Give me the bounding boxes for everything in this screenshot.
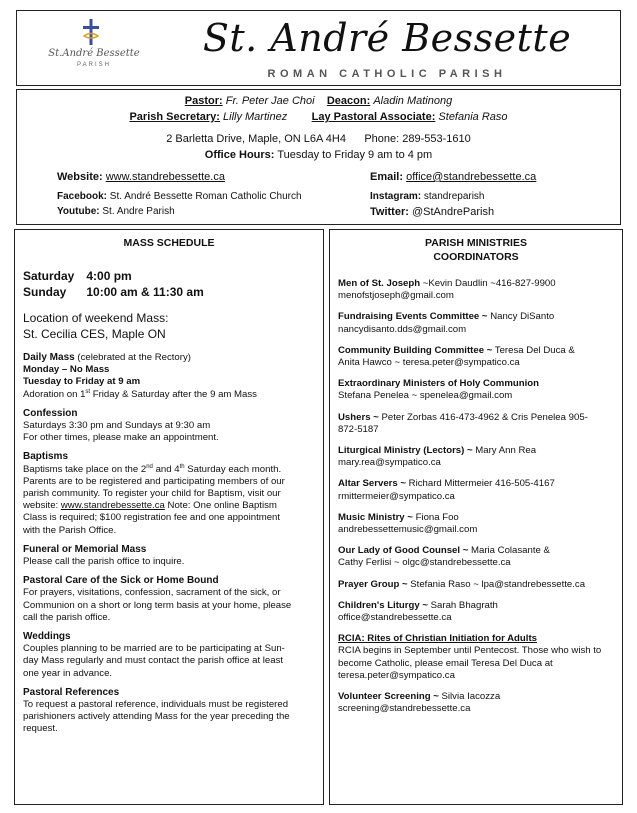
saturday-label: Saturday — [23, 269, 75, 283]
ministry-title: Fundraising Events Committee ~ — [338, 311, 488, 323]
baptisms-title: Baptisms — [23, 451, 69, 463]
monday-note: Monday – No Mass — [23, 364, 110, 376]
pastoral-care-line: For prayers, visitations, confession, sacrament of the sick, or — [23, 587, 281, 599]
ministry-contact: rmittermeier@sympatico.ca — [338, 490, 455, 502]
ministry-item — [338, 691, 618, 716]
website-row — [57, 171, 225, 183]
office-hours-label: Office Hours: — [204, 149, 275, 161]
ministry-detail: Teresa Del Duca & — [492, 344, 575, 356]
lay-associate-label: Lay Pastoral Associate: — [311, 111, 436, 123]
deacon-name: Aladin Matinong — [373, 95, 453, 107]
baptisms-line: Class is required; $100 registration fee and one appointment — [23, 512, 281, 524]
instagram-row — [370, 191, 485, 202]
ministry-contact: Cathy Ferlisi ~ olgc@standrebessette.ca — [338, 557, 511, 569]
weddings-line: Couples planning to be married are to be participating at Sun- — [23, 643, 285, 655]
parish-info — [16, 89, 621, 225]
mass-schedule-title: MASS SCHEDULE — [123, 237, 215, 249]
ministry-item — [338, 478, 618, 503]
ministry-item — [338, 445, 618, 470]
facebook-value: St. André Bessette Roman Catholic Church — [109, 191, 302, 202]
ministry-detail: Sarah Bhagrath — [427, 599, 498, 611]
weddings-line: one year in advance. — [23, 667, 113, 679]
ministries-list — [338, 278, 618, 724]
ministry-item — [338, 311, 618, 336]
tue-fri-note: Tuesday to Friday at 9 am — [23, 376, 141, 388]
pastor-label: Pastor: — [184, 95, 223, 107]
church-subtitle: ROMAN CATHOLIC PARISH — [267, 68, 507, 80]
references-line: To request a pastoral reference, individuals must be registered — [23, 699, 289, 711]
ministry-title: RCIA: Rites of Christian Initiation for Adults — [338, 633, 537, 644]
logo-subtext: PARISH — [77, 62, 111, 68]
email-link[interactable]: office@standrebessette.ca — [406, 171, 537, 183]
ministry-contact: andrebessettemusic@gmail.com — [338, 524, 478, 536]
ministry-detail: Nancy DiSanto — [487, 311, 555, 323]
ministry-title: Ushers ~ — [338, 411, 379, 423]
ministry-title: Music Ministry ~ — [338, 511, 413, 523]
website-label: Website: — [57, 171, 103, 183]
baptism-website-link[interactable]: www.standrebessette.ca — [60, 500, 165, 512]
logo-text: St.André Bessette — [48, 48, 140, 59]
ministry-title: Children's Liturgy ~ — [338, 599, 428, 611]
office-hours-row — [17, 149, 620, 161]
ministry-item — [338, 345, 618, 370]
twitter-value: @StAndreParish — [411, 206, 495, 218]
contact-row — [17, 133, 620, 145]
confession-line: For other times, please make an appointment. — [23, 432, 219, 444]
header-banner — [16, 10, 621, 86]
ministry-contact: RCIA begins in September until Pentecost. Those who wish to become Catholic, please email Teresa Del Duca at teresa.peter@sympatico.ca — [338, 645, 602, 681]
ministry-title: Liturgical Ministry (Lectors) ~ — [338, 444, 473, 456]
instagram-label: Instagram: — [370, 191, 422, 202]
pastoral-care-line: call the parish office. — [23, 611, 111, 623]
address: 2 Barletta Drive, Maple, ON L6A 4H4 — [166, 133, 346, 145]
ministries-title-line: COORDINATORS — [433, 251, 519, 263]
sunday-time: 10:00 am & 11:30 am — [86, 285, 204, 299]
ministry-item — [338, 412, 618, 437]
confession-title: Confession — [23, 407, 78, 419]
email-row — [370, 171, 536, 183]
pastor-name: Fr. Peter Jae Choi — [225, 95, 315, 107]
daily-mass-note: (celebrated at the Rectory) — [77, 352, 191, 363]
funeral-title: Funeral or Memorial Mass — [23, 543, 147, 555]
ministry-item — [338, 600, 618, 625]
confession-line: Saturdays 3:30 pm and Sundays at 9:30 am — [23, 420, 211, 432]
ministry-detail: Mary Ann Rea — [472, 444, 537, 456]
baptisms-line: Parents are to be registered and participating members of our — [23, 475, 285, 487]
office-hours: Tuesday to Friday 9 am to 4 pm — [277, 149, 433, 161]
baptisms-line: parish community. To register your child for Baptism, visit our — [23, 488, 281, 500]
ministry-contact: Stefana Penelea ~ spenelea@gmail.com — [338, 390, 513, 402]
ministry-item — [338, 378, 618, 403]
saturday-time: 4:00 pm — [86, 269, 132, 283]
ministry-item — [338, 278, 618, 303]
parish-logo — [39, 17, 149, 79]
sunday-mass — [23, 284, 317, 300]
ministry-detail: Silvia Iacozza — [438, 690, 501, 702]
email-label: Email: — [370, 171, 404, 183]
ministry-item — [338, 579, 618, 591]
youtube-label: Youtube: — [57, 206, 100, 217]
ministry-item — [338, 545, 618, 570]
daily-mass-heading — [23, 352, 317, 364]
ministry-detail: Peter Zorbas 416-473-4962 & Cris Penelea 905- — [378, 411, 588, 423]
ministry-contact: 872-5187 — [338, 423, 379, 435]
ministry-contact: nancydisanto.dds@gmail.com — [338, 323, 467, 335]
references-line: parishioners actively attending Mass for the year preceding the — [23, 711, 290, 723]
baptisms-line: website: www.standrebessette.ca Note: One online Baptism — [23, 500, 277, 512]
ministry-contact: screening@standrebessette.ca — [338, 703, 471, 715]
ministry-detail: ~Kevin Daudlin ~416-827-9900 — [420, 278, 556, 289]
lay-associate-name: Stefania Raso — [438, 111, 508, 123]
website-link[interactable]: www.standrebessette.ca — [105, 171, 225, 183]
ministry-item — [338, 633, 618, 682]
ministry-contact: mary.rea@sympatico.ca — [338, 457, 441, 469]
facebook-row — [57, 191, 302, 202]
youtube-value: St. Andre Parish — [102, 206, 175, 217]
ministry-contact: Anita Hawco ~ teresa.peter@sympatico.ca — [338, 357, 520, 369]
ministries-panel — [329, 229, 623, 805]
ministry-detail: Richard Mittermeier 416-505-4167 — [406, 478, 555, 490]
ministry-title: Extraordinary Ministers of Holy Communion — [338, 378, 539, 390]
deacon-label: Deacon: — [326, 95, 371, 107]
ministry-detail: Maria Colasante & — [468, 545, 550, 557]
youtube-row — [57, 206, 175, 217]
twitter-label: Twitter: — [370, 206, 409, 218]
saturday-mass — [23, 268, 317, 284]
instagram-value: standreparish — [423, 191, 485, 202]
ministry-title: Altar Servers ~ — [338, 478, 406, 490]
secretary-label: Parish Secretary: — [129, 111, 220, 123]
adoration-note: Adoration on 1st Friday & Saturday after the 9 am Mass — [23, 388, 257, 400]
ministries-title-line: PARISH MINISTRIES — [425, 237, 527, 249]
location-label: Location of weekend Mass: — [23, 311, 169, 325]
sunday-label: Sunday — [23, 285, 67, 299]
ministry-title: Men of St. Joseph — [338, 278, 421, 289]
facebook-label: Facebook: — [57, 191, 108, 202]
clergy-row — [17, 95, 620, 107]
pastoral-care-title: Pastoral Care of the Sick or Home Bound — [23, 575, 219, 587]
cross-icon — [83, 19, 99, 45]
ministry-title: Our Lady of Good Counsel ~ — [338, 545, 469, 557]
weddings-title: Weddings — [23, 631, 71, 643]
ministry-contact: menofstjoseph@gmail.com — [338, 290, 454, 302]
ministry-item — [338, 512, 618, 537]
weddings-line: day Mass regularly and must contact the parish office at least — [23, 655, 284, 667]
funeral-line: Please call the parish office to inquire. — [23, 556, 185, 568]
ministry-title: Volunteer Screening ~ — [338, 690, 439, 702]
baptisms-line: with the Parish Office. — [23, 524, 117, 536]
baptisms-line: Baptisms take place on the 2nd and 4th Saturday each month. — [23, 463, 282, 475]
ministry-title: Prayer Group ~ — [338, 578, 408, 590]
pastoral-care-line: Communion on a short or long term basis at your home, please — [23, 599, 292, 611]
ministry-title: Community Building Committee ~ — [338, 344, 493, 356]
ministry-detail: Stefania Raso ~ lpa@standrebessette.ca — [407, 578, 586, 590]
references-line: request. — [23, 723, 58, 735]
staff-row — [17, 111, 620, 123]
twitter-row — [370, 206, 494, 218]
ministries-title — [330, 236, 622, 264]
ministry-detail: Fiona Foo — [412, 511, 459, 523]
location-value: St. Cecilia CES, Maple ON — [23, 327, 166, 341]
ministry-contact: office@standrebessette.ca — [338, 611, 452, 623]
secretary-name: Lilly Martinez — [223, 111, 288, 123]
daily-mass-title: Daily Mass — [23, 352, 75, 363]
phone: Phone: 289-553-1610 — [364, 133, 471, 145]
mass-schedule-panel — [14, 229, 324, 805]
references-title: Pastoral References — [23, 686, 120, 698]
church-name: St. André Bessette — [202, 16, 572, 60]
